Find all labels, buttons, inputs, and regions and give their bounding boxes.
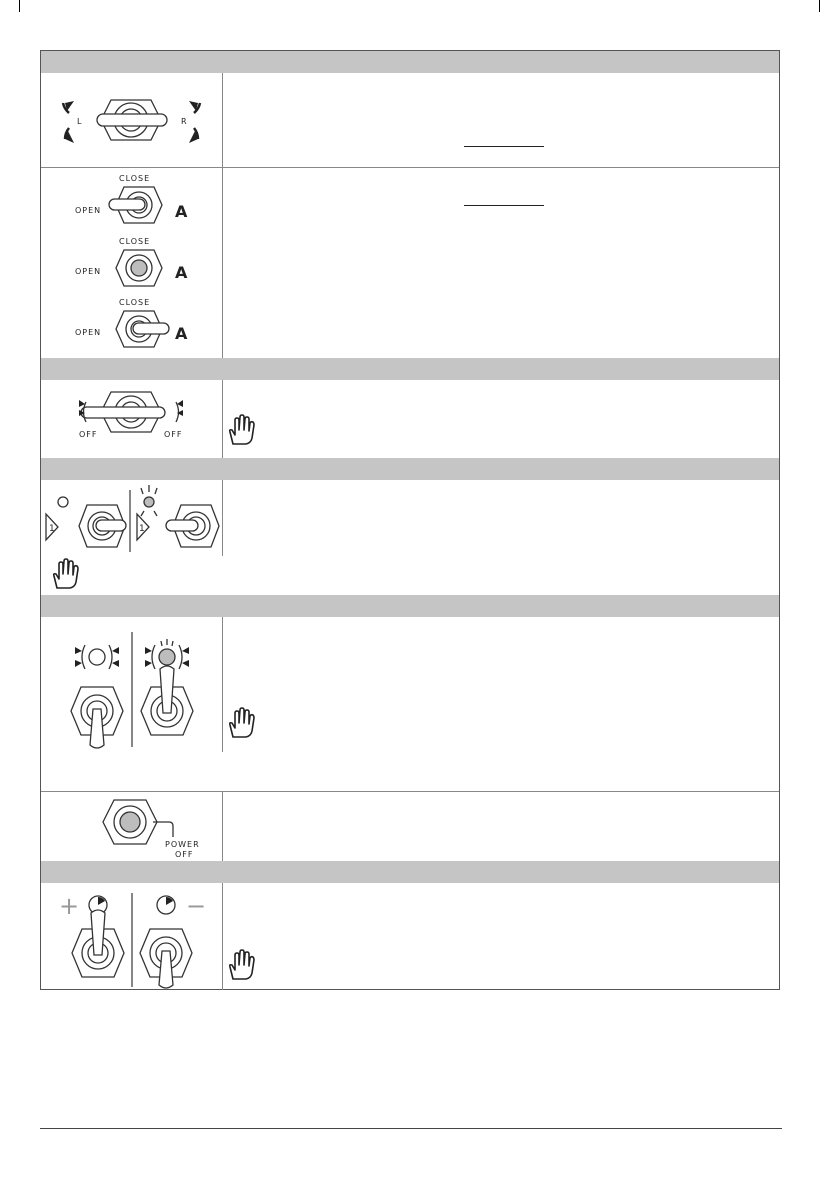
footer-rule	[40, 1128, 782, 1129]
indicator-led-icon	[159, 649, 175, 665]
label-open: OPEN	[75, 328, 102, 337]
column-divider	[222, 617, 223, 752]
hand-warning-icon	[225, 707, 257, 739]
switch-reference-table	[40, 50, 780, 990]
label-channel-1: 1	[49, 524, 55, 534]
indicator-led-icon	[144, 497, 154, 507]
label-open: OPEN	[75, 267, 102, 276]
channel-switch-illustration	[41, 480, 222, 560]
off-switch-illustration	[41, 380, 222, 458]
open-close-illustration	[41, 168, 222, 358]
label-close: CLOSE	[119, 298, 151, 307]
crop-mark-left	[19, 0, 20, 12]
label-r: R	[181, 117, 187, 126]
label-a: A	[175, 263, 188, 282]
label-power: POWER	[165, 840, 200, 849]
column-divider	[222, 380, 223, 458]
hand-warning-icon	[49, 558, 81, 590]
hand-warning-icon	[225, 414, 257, 446]
column-divider	[222, 883, 223, 990]
column-divider	[222, 791, 223, 861]
label-off-left: OFF	[79, 430, 98, 439]
hand-warning-icon	[225, 949, 257, 981]
label-close: CLOSE	[119, 237, 151, 246]
label-off-right: OFF	[164, 430, 183, 439]
section-header-bar-4	[41, 595, 779, 617]
label-channel-1: 1	[139, 524, 145, 534]
column-divider	[222, 73, 223, 358]
column-divider	[222, 480, 223, 556]
label-l: L	[77, 117, 82, 126]
label-close: CLOSE	[119, 174, 151, 183]
underline-mark	[464, 146, 544, 147]
label-power-off: OFF	[175, 850, 194, 859]
section-header-bar-1	[41, 51, 779, 73]
rotary-lr-illustration	[41, 73, 222, 167]
indicator-led-icon	[89, 649, 105, 665]
indicator-led-icon	[58, 497, 68, 507]
section-header-bar-2	[41, 358, 779, 380]
section-header-bar-3	[41, 458, 779, 480]
crop-mark-right	[819, 0, 820, 12]
underline-mark	[464, 205, 544, 206]
label-plus: +	[59, 892, 80, 920]
timer-toggle-illustration	[41, 883, 222, 990]
label-minus: −	[186, 892, 207, 920]
power-off-illustration	[41, 792, 222, 861]
label-a: A	[175, 324, 188, 343]
section-header-bar-5	[41, 861, 779, 883]
label-a: A	[175, 202, 188, 221]
lamp-toggle-illustration	[41, 617, 222, 752]
label-open: OPEN	[75, 206, 102, 215]
